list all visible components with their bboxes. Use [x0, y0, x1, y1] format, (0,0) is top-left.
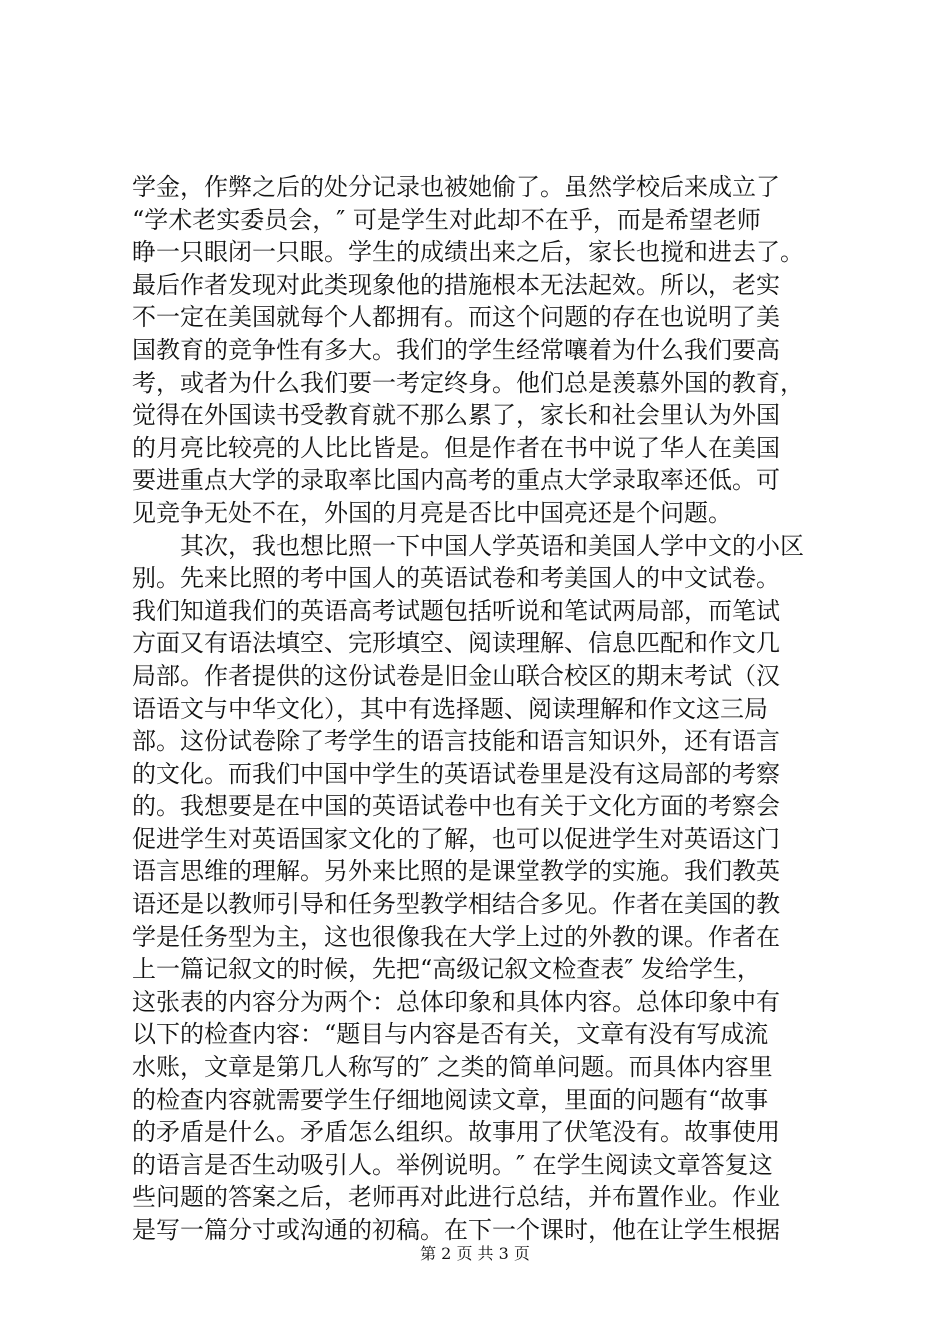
text-line: 学金，作弊之后的处分记录也被她偷了。虽然学校后来成立了	[132, 173, 780, 201]
text-line: 是写一篇分寸或沟通的初稿。在下一个课时，他在让学生根据	[132, 1216, 780, 1244]
text-line: 语语文与中华文化），其中有选择题、阅读理解和作文这三局	[132, 694, 768, 723]
text-line: 的矛盾是什么。矛盾怎么组织。故事用了伏笔没有。故事使用	[132, 1118, 780, 1147]
text-line: 的。我想要是在中国的英语试卷中也有关于文化方面的考察会	[132, 792, 780, 821]
text-line: 语还是以教师引导和任务型教学相结合多见。作者在美国的教	[132, 890, 780, 919]
text-line: 部。这份试卷除了考学生的语言技能和语言知识外，还有语言	[132, 727, 780, 756]
text-line: 学是任务型为主，这也很像我在大学上过的外教的课。作者在	[132, 922, 780, 951]
text-line: 要进重点大学的录取率比国内高考的重点大学录取率还低。可	[132, 466, 780, 495]
body-text	[132, 171, 832, 1247]
text-line: 水账，文章是第几人称写的″ 之类的简单问题。而具体内容里	[132, 1053, 773, 1082]
paragraph-start-line: 其次，我也想比照一下中国人学英语和美国人学中文的小区	[132, 531, 804, 560]
text-line: 不一定在美国就每个人都拥有。而这个问题的存在也说明了美	[132, 303, 780, 332]
text-line: 的检查内容就需要学生仔细地阅读文章，里面的问题有“故事	[132, 1085, 769, 1114]
text-line: 促进学生对英语国家文化的了解，也可以促进学生对英语这门	[132, 824, 780, 853]
text-line: 方面又有语法填空、完形填空、阅读理解、信息匹配和作文几	[132, 629, 780, 658]
text-line: 的语言是否生动吸引人。举例说明。″ 在学生阅读文章答复这	[132, 1150, 773, 1179]
text-line: 局部。作者提供的这份试卷是旧金山联合校区的期末考试（汉	[132, 661, 780, 690]
text-line: 些问题的答案之后，老师再对此进行总结，并布置作业。作业	[132, 1183, 780, 1212]
text-line: 的月亮比较亮的人比比皆是。但是作者在书中说了华人在美国	[132, 433, 780, 462]
text-line: 这张表的内容分为两个：总体印象和具体内容。总体印象中有	[132, 987, 780, 1016]
text-line: 我们知道我们的英语高考试题包括听说和笔试两局部，而笔试	[132, 596, 780, 625]
text-line: 别。先来比照的考中国人的英语试卷和考美国人的中文试卷。	[132, 564, 780, 593]
text-line: “学术老实委员会，″ 可是学生对此却不在乎，而是希望老师	[132, 205, 761, 234]
text-line: 考，或者为什么我们要一考定终身。他们总是羡慕外国的教育，	[132, 368, 804, 397]
text-line: 国教育的竞争性有多大。我们的学生经常嚷着为什么我们要高	[132, 335, 780, 364]
text-line: 以下的检查内容：“题目与内容是否有关，文章有没有写成流	[132, 1020, 769, 1049]
text-line: 的文化。而我们中国中学生的英语试卷里是没有这局部的考察	[132, 759, 780, 788]
text-line: 睁一只眼闭一只眼。学生的成绩出来之后，家长也搅和进去了。	[132, 238, 804, 267]
text-line: 上一篇记叙文的时候，先把“高级记叙文检查表″ 发给学生，	[132, 955, 761, 984]
text-line: 觉得在外国读书受教育就不那么累了，家长和社会里认为外国	[132, 401, 780, 430]
text-line: 最后作者发现对此类现象他的措施根本无法起效。所以，老实	[132, 270, 780, 299]
page-number-footer: 第 2 页 共 3 页	[420, 1244, 530, 1263]
text-line: 见竞争无处不在，外国的月亮是否比中国亮还是个问题。	[132, 498, 732, 527]
text-line: 语言思维的理解。另外来比照的是课堂教学的实施。我们教英	[132, 857, 780, 886]
